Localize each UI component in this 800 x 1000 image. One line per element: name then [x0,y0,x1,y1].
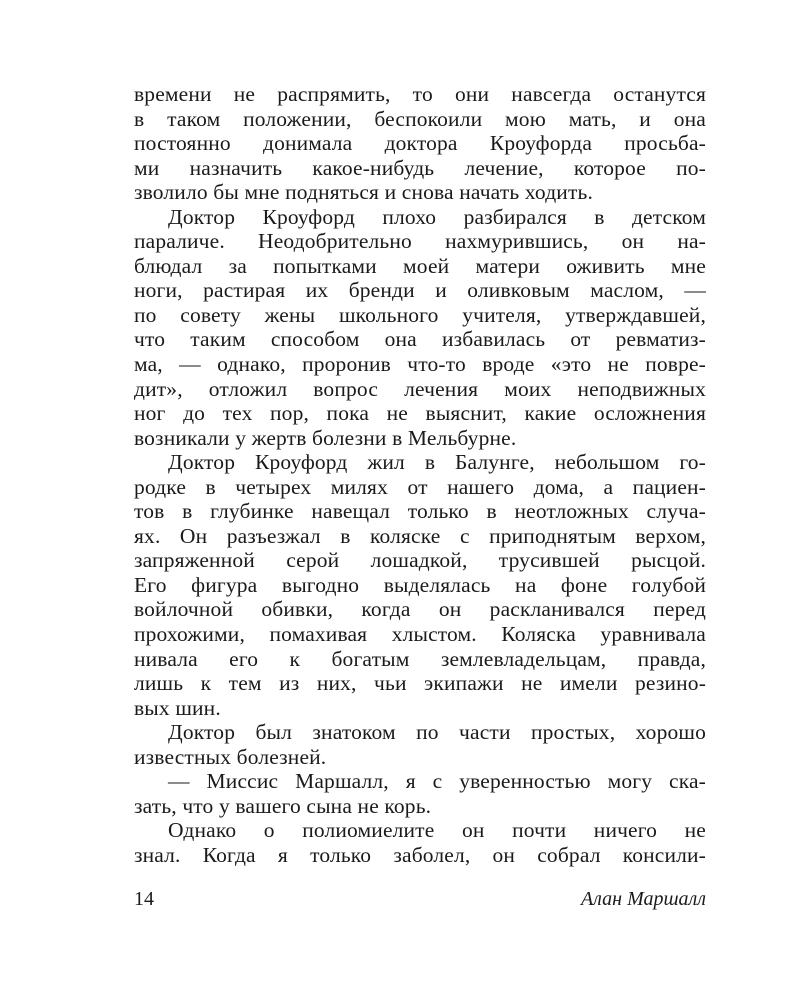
text-line: — Миссис Маршалл, я с уверенностью могу ска- [168,769,706,794]
text-line: ноги, растирая их бренди и оливковым маслом, — [134,278,706,303]
text-line: ма, — однако, проронив что-то вроде «это не повре- [134,352,706,377]
text-line: в таком положении, беспокоили мою мать, и она [134,106,706,131]
text-line: вых шин. [134,695,221,720]
text-line: постоянно донимала доктора Кроуфорда просьба- [134,131,706,156]
page-number: 14 [134,888,154,910]
running-footer-author: Алан Маршалл [580,888,706,910]
text-line: известных болезней. [134,744,327,769]
text-line: нивала его к богатым землевладельцам, правда, [134,646,706,671]
text-line: параличе. Неодобрительно нахмурившись, он на- [134,229,706,254]
text-line: блюдал за попытками моей матери оживить мне [134,253,706,278]
text-line: Его фигура выгодно выделялась на фоне голубой [134,572,706,597]
text-line: ях. Он разъезжал в коляске с приподнятым верхом, [134,523,706,548]
text-line: дит», отложил вопрос лечения моих неподвижных [134,376,706,401]
text-line: тов в глубинке навещал только в неотложных случа- [134,499,706,524]
body-text [134,82,706,868]
text-line: ног до тех пор, пока не выяснит, какие осложнения [134,401,706,426]
text-line: Доктор Кроуфорд плохо разбирался в детском [168,204,706,229]
text-line: знал. Когда я только заболел, он собрал консили- [134,842,706,867]
text-line: лишь к тем из них, чьи экипажи не имели резино- [134,671,706,696]
text-line: прохожими, помахивая хлыстом. Коляска уравнивала [134,622,706,647]
text-line: войлочной обивки, когда он раскланивался перед [134,597,706,622]
text-line: времени не распрямить, то они навсегда останутся [134,82,706,106]
text-line: Доктор Кроуфорд жил в Балунге, небольшом го- [168,450,706,475]
text-line: запряженной серой лошадкой, трусившей рысцой. [134,548,706,573]
text-line: возникали у жертв болезни в Мельбурне. [134,425,517,450]
text-line: по совету жены школьного учителя, утверждавшей, [134,302,706,327]
text-line: ми назначить какое-нибудь лечение, которое по- [134,155,706,180]
text-line: Доктор был знатоком по части простых, хорошо [168,720,706,745]
text-line: родке в четырех милях от нашего дома, а пациен- [134,474,706,499]
text-line: что таким способом она избавилась от ревматиз- [134,327,706,352]
text-line: зволило бы мне подняться и снова начать ходить. [134,180,593,205]
text-line: зать, что у вашего сына не корь. [134,793,432,818]
text-line: Однако о полиомиелите он почти ничего не [168,818,706,843]
